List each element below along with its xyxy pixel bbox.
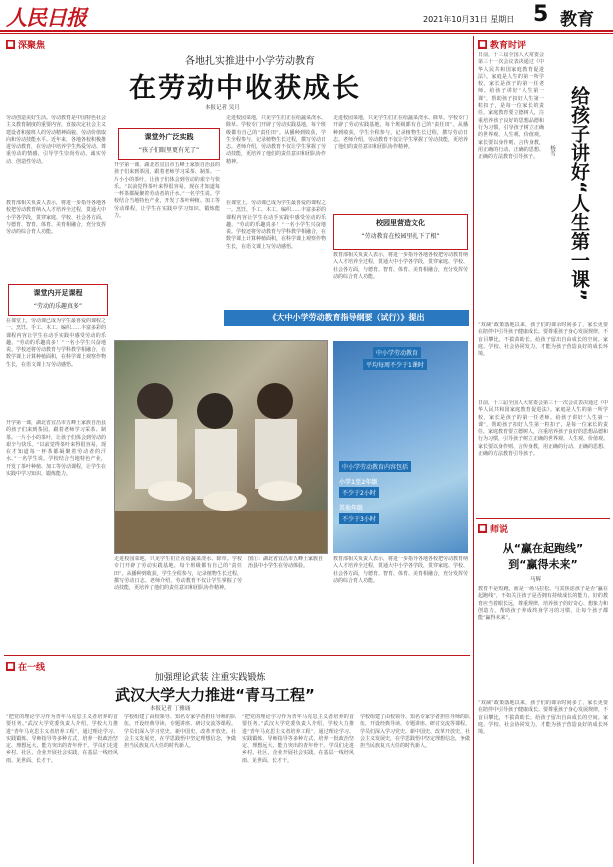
bottom-label: ■ 在一线 [7,662,46,673]
sidebar-title: 给孩子讲好“人生第一课” [568,86,590,301]
infographic-line-5: 不少于3小时 [339,513,379,524]
school-box [333,214,468,250]
sidebar-text-3: 日前，十三届全国人大常委会第三十一次会议表决通过《中华人民共和国家庭教育促进法》。家庭是人生的第一所学校，家长是孩子的第一任老师。给孩子讲好“人生第一课”，帮助孩子扣好人生第一粒扣子，是每一位家长的责任。家庭教育要立德树人，注重培养孩子良好的思想品德和行为习惯，引导孩子树立正确的世界观、人生观、价值观。家长要以身作则、言传身教，用正确的行动、正确的思想、正确的方法教育引导孩子。 [478,400,608,458]
sidebar-footer-title-2: 到“赢得未来” [508,558,578,571]
column-4-lower-text: 教育部相关负责人表示，将进一步指导各地各校把劳动教育纳入人才培养全过程，贯通大中小学各学段，贯穿家庭、学校、社会各方面，与德育、智育、体育、美育相融合，充分发挥劳动的综合育人功能。 [333,556,468,584]
bottom-text-4: 学校组建了由校领导、知名专家学者担任导师的队伍，开设经典导读、专题讲座、研讨交流等课程。学员们深入学习党史、新中国史、改革开放史、社会主义发展史，在学思践悟中坚定理想信念，争做担当民族复兴大任的时代新人。 [360,714,470,750]
label-square-icon: ■ [479,40,486,48]
classroom-box [118,128,220,160]
bottom-headline: 武汉大学大力推进“青马工程” [115,686,315,704]
courses-text-2: 开学第一课，湖北省宜昌市五峰土家族自治县的孩子们来到茶园，跟着老师学习采茶、制茶。一片小小的茶叶，让孩子们体会到劳动的艰辛与快乐。“以前觉得茶叶来得很容易，现在才知道每一杯茶都凝聚着劳动者的汗水。”一名学生说。学校结合当地特色产业，开发了茶叶种植、加工等劳动课程，让学生在实践中学习知识、锻炼能力。 [6,420,106,478]
lead-headline: 在劳动中收获成长 [129,73,361,104]
page-number: 5 [533,2,549,27]
lead-paragraph: 劳动创造美好生活。劳动教育是中国特色社会主义教育制度的重要内容，直接决定社会主义建设者和接班人的劳动精神面貌、劳动价值取向和劳动技能水平。近年来，各地各校积极推进劳动教育，在劳动中培养学生热爱劳动、尊重劳动的情感，引导学生崇尚劳动、诚实劳动、创造性劳动。 [6,115,106,165]
lead-photo [114,340,328,554]
top-rule-thin [0,33,613,34]
column-3-text: 走进校园菜地，只见学生们正在给蔬菜浇水、除草。学校专门开辟了劳动实践基地，每个班级都有自己的“责任田”。从播种到收获，学生全程参与，记录植物生长过程，撰写劳动日志。老师介绍，劳动教育不仅让学生掌握了劳动技能，更培养了他们的责任意识和团队协作精神。 [226,115,326,165]
sidebar-text-1: 日前，十三届全国人大常委会第三十一次会议表决通过《中华人民共和国家庭教育促进法》。家庭是人生的第一所学校，家长是孩子的第一任老师。给孩子讲好“人生第一课”，帮助孩子扣好人生第一粒扣子，是每一位家长的责任。家庭教育要立德树人，注重培养孩子良好的思想品德和行为习惯，引导孩子树立正确的世界观、人生观、价值观。家长要以身作则、言传身教，用正确的行动、正确的思想、正确的方法教育引导孩子。 [478,52,544,161]
school-title: 校园里营造文化 [376,219,425,227]
sidebar-footer-byline: 马辉 [530,577,542,583]
infographic-line-2: 小学1至2年级 [339,479,378,486]
photo-caption: 图①：湖北省宜昌市五峰土家族自治县中小学生在劳动体验。 [248,556,324,569]
top-rule [0,30,613,32]
dateline: 2021年10月31日 星期日 [423,15,515,24]
label-square-icon: ■ [7,662,14,670]
lead-paragraph-2: 教育部相关负责人表示，将进一步指导各地各校把劳动教育纳入人才培养全过程，贯通大中小学各学段，贯穿家庭、学校、社会各方面，与德育、智育、体育、美育相融合，充分发挥劳动的综合育人功能。 [6,200,106,236]
sidebar-footer-text-2: “双减”政策落地以来，孩子们的课余时间多了，家长更要在陪伴中引导孩子健康成长。要尊重孩子身心发展规律，不盲目攀比，不拔苗助长，给孩子留出自由成长的空间。家庭、学校、社会协同发力，才能为孩子营造良好的成长环境。 [478,700,608,736]
courses-box [8,284,108,316]
infographic-banner: 《大中小学劳动教育指导纲要（试行）》提出 [224,310,469,326]
bottom-text-2: 学校组建了由校领导、知名专家学者担任导师的队伍，开设经典导读、专题讲座、研讨交流等课程。学员们深入学习党史、新中国史、改革开放史、社会主义发展史，在学思践悟中坚定理想信念，争做担当民族复兴大任的时代新人。 [124,714,236,750]
bottom-text-1: “把党的理论学习作为青年马克思主义者培养的首要任务。”武汉大学党委负责人介绍，学校大力推进“青年马克思主义者培养工程”，通过理论学习、实践锻炼、导师指导等多种方式，培养一批政治坚定、理想远大、能力突出的青年骨干。学员们走进乡村、社区、企业开展社会实践，在基层一线经风雨、见世面、长才干。 [6,714,118,764]
classroom-title: 课堂外广泛实践 [144,133,194,141]
sidebar-byline: 杨雪 [549,145,555,156]
children-with-mushrooms-image [115,341,327,553]
section-name: 教育 [560,10,594,30]
bottom-text-3: “把党的理论学习作为青年马克思主义者培养的首要任务。”武汉大学党委负责人介绍，学校大力推进“青年马克思主义者培养工程”，通过理论学习、实践锻炼、导师指导等多种方式，培养一批政治坚定、理想远大、能力突出的青年骨干。学员们走进乡村、社区、企业开展社会实践，在基层一线经风雨、见世面、长才干。 [242,714,354,764]
column-2-lower-text: 走进校园菜地，只见学生们正在给蔬菜浇水、除草。学校专门开辟了劳动实践基地，每个班级都有自己的“责任田”。从播种到收获，学生全程参与，记录植物生长过程，撰写劳动日志。老师介绍，劳动教育不仅让学生掌握了劳动技能，更培养了他们的责任意识和团队协作精神。 [114,556,242,592]
lead-label: ■ 深聚焦 [7,40,46,51]
classroom-subtitle: “孩子们眼里更有光了” [138,147,200,154]
sidebar-footer-label: ■ 师说 [479,524,509,535]
column-4-text: 走进校园菜地，只见学生们正在给蔬菜浇水、除草。学校专门开辟了劳动实践基地，每个班级都有自己的“责任田”。从播种到收获，学生全程参与，记录植物生长过程，撰写劳动日志。老师介绍，劳动教育不仅让学生掌握了劳动技能，更培养了他们的责任意识和团队协作精神。 [333,115,468,151]
classroom-text: 开学第一课，湖北省宜昌市五峰土家族自治县的孩子们来到茶园，跟着老师学习采茶、制茶。一片小小的茶叶，让孩子们体会到劳动的艰辛与快乐。“以前觉得茶叶来得很容易，现在才知道每一杯茶都凝聚着劳动者的汗水。”一名学生说。学校结合当地特色产业，开发了茶叶种植、加工等劳动课程，让学生在实践中学习知识、锻炼能力。 [114,162,220,220]
sidebar-footer-title-1: 从“赢在起跑线” [502,542,584,555]
sidebar-footer-text: 教育不是短跑，而是一场马拉松。与其焦虑孩子是否“赢在起跑线”，不如关注孩子是否拥有持续成长的能力。好的教育应当着眼长远，尊重规律，培养孩子的好奇心、想象力和创造力，帮助孩子养成终身学习的习惯，让每个孩子都能“赢得未来”。 [478,586,608,622]
column-divider [473,36,474,864]
infographic-tag-2: 平均每周不少于1课时 [363,359,427,370]
sidebar-footer-rule [476,518,610,519]
bottom-kicker: 加强理论武装 注重实践锻炼 [154,673,266,683]
sidebar-text-2: “双减”政策落地以来，孩子们的课余时间多了，家长更要在陪伴中引导孩子健康成长。要尊重孩子身心发展规律，不盲目攀比，不拔苗助长，给孩子留出自由成长的空间。家庭、学校、社会协同发力，才能为孩子营造良好的成长环境。 [478,322,608,358]
courses-title: 课堂内开足课程 [33,289,83,297]
infographic-line-3: 不少于2小时 [339,487,379,498]
courses-subtitle: “劳动的乐趣真多” [33,303,83,310]
label-square-icon: ■ [479,524,486,532]
column-3-text-2: 在课堂上，劳动课已成为学生最喜爱的课程之一。烹饪、手工、木工、编织……丰富多彩的课程内容让学生在动手实践中感受劳动的乐趣。“劳动的乐趣真多！”一名小学生兴奋地说。学校还将劳动教育与学科教学相融合，在数学课上计算种植面积，在科学课上观察作物生长，在语文课上写劳动感悟。 [226,200,326,250]
label-square-icon: ■ [7,40,14,48]
infographic [333,341,468,553]
bottom-story-rule [4,655,470,656]
infographic-tag-1: 中小学劳动教育 [373,347,421,358]
school-subtitle: “劳动教育在校园里扎下了根” [361,233,440,240]
infographic-line-4: 其他年级 [339,505,364,512]
school-text: 教育部相关负责人表示，将进一步指导各地各校把劳动教育纳入人才培养全过程，贯通大中小学各学段，贯穿家庭、学校、社会各方面，与德育、智育、体育、美育相融合，充分发挥劳动的综合育人功能。 [333,252,468,280]
bottom-byline: 本报记者 丁雅诵 [150,706,191,712]
infographic-line-1: 中小学劳动教育内容包括 [339,461,411,472]
sidebar-label: ■ 教育时评 [479,40,527,51]
lead-kicker: 各地扎实推进中小学劳动教育 [185,56,315,67]
lead-byline: 本报记者 吴月 [205,105,240,111]
masthead [0,0,613,30]
courses-text: 在课堂上，劳动课已成为学生最喜爱的课程之一。烹饪、手工、木工、编织……丰富多彩的课程内容让学生在动手实践中感受劳动的乐趣。“劳动的乐趣真多！”一名小学生兴奋地说。学校还将劳动教育与学科教学相融合，在数学课上计算种植面积，在科学课上观察作物生长，在语文课上写劳动感悟。 [6,318,106,368]
newspaper-logo: 人民日报 [6,5,86,30]
